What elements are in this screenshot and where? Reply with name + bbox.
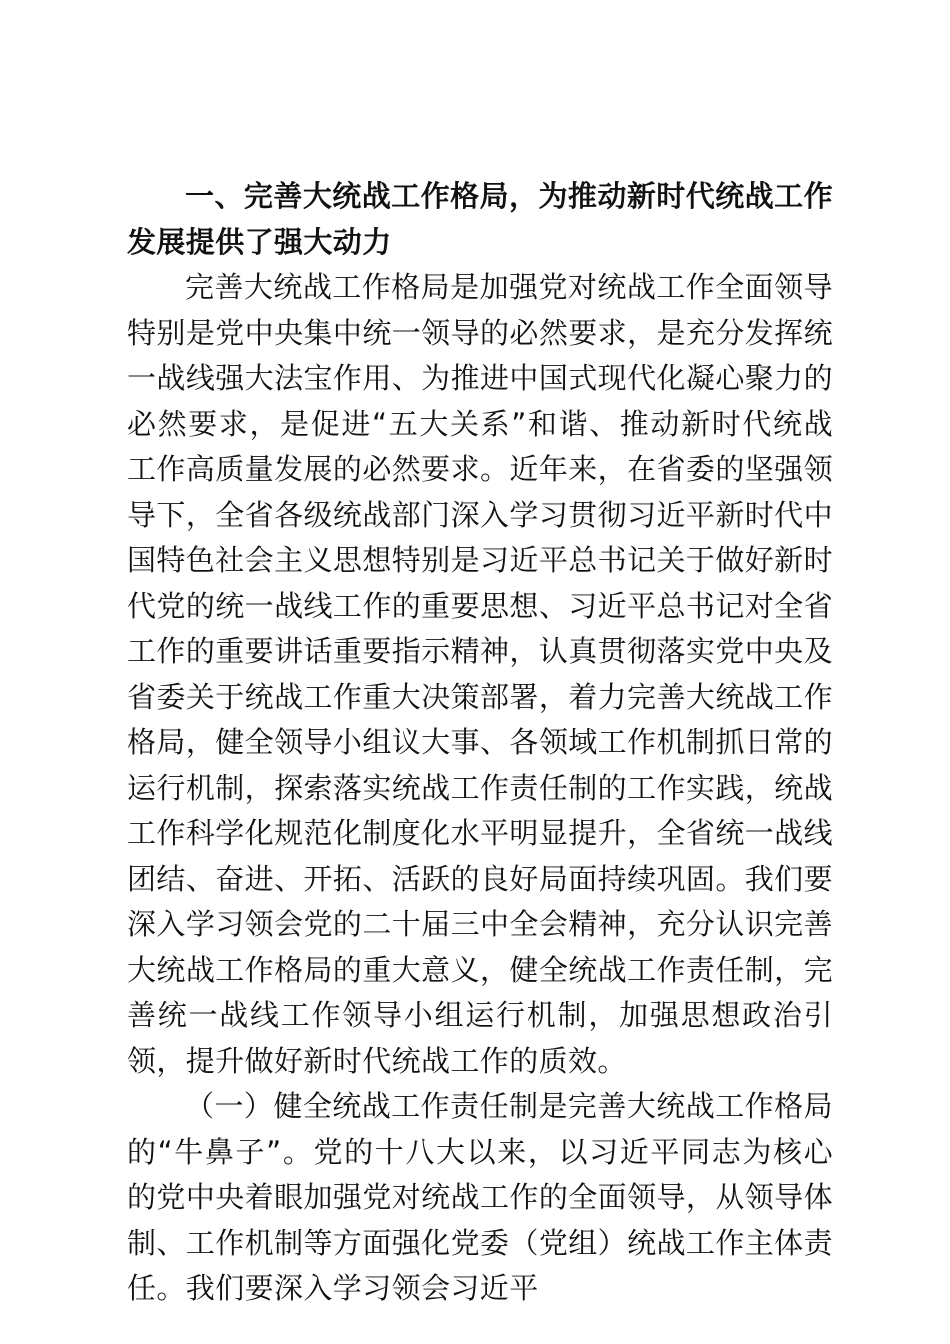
- section-heading: 一、完善大统战工作格局，为推动新时代统战工作发展提供了强大动力: [127, 179, 833, 259]
- body-paragraph: （一）健全统战工作责任制是完善大统战工作格局的“牛鼻子”。党的十八大以来，以习近平同志为核心的党中央着眼加强党对统战工作的全面领导，从领导体制、工作机制等方面强化党委（党组）统战工作主体责任。我们要深入学习领会习近平: [127, 1089, 833, 1305]
- document-body: [127, 174, 833, 1312]
- body-paragraph: 完善大统战工作格局是加强党对统战工作全面领导特别是党中央集中统一领导的必然要求，是充分发挥统一战线强大法宝作用、为推进中国式现代化凝心聚力的必然要求，是促进“五大关系”和谐、推动新时代统战工作高质量发展的必然要求。近年来，在省委的坚强领导下，全省各级统战部门深入学习贯彻习近平新时代中国特色社会主义思想特别是习近平总书记关于做好新时代党的统一战线工作的重要思想、习近平总书记对全省工作的重要讲话重要指示精神，认真贯彻落实党中央及省委关于统战工作重大决策部署，着力完善大统战工作格局，健全领导小组议大事、各领域工作机制抓日常的运行机制，探索落实统战工作责任制的工作实践，统战工作科学化规范化制度化水平明显提升，全省统一战线团结、奋进、开拓、活跃的良好局面持续巩固。我们要深入学习领会党的二十届三中全会精神，充分认识完善大统战工作格局的重大意义，健全统战工作责任制，完善统一战线工作领导小组运行机制，加强思想政治引领，提升做好新时代统战工作的质效。: [127, 270, 833, 1078]
